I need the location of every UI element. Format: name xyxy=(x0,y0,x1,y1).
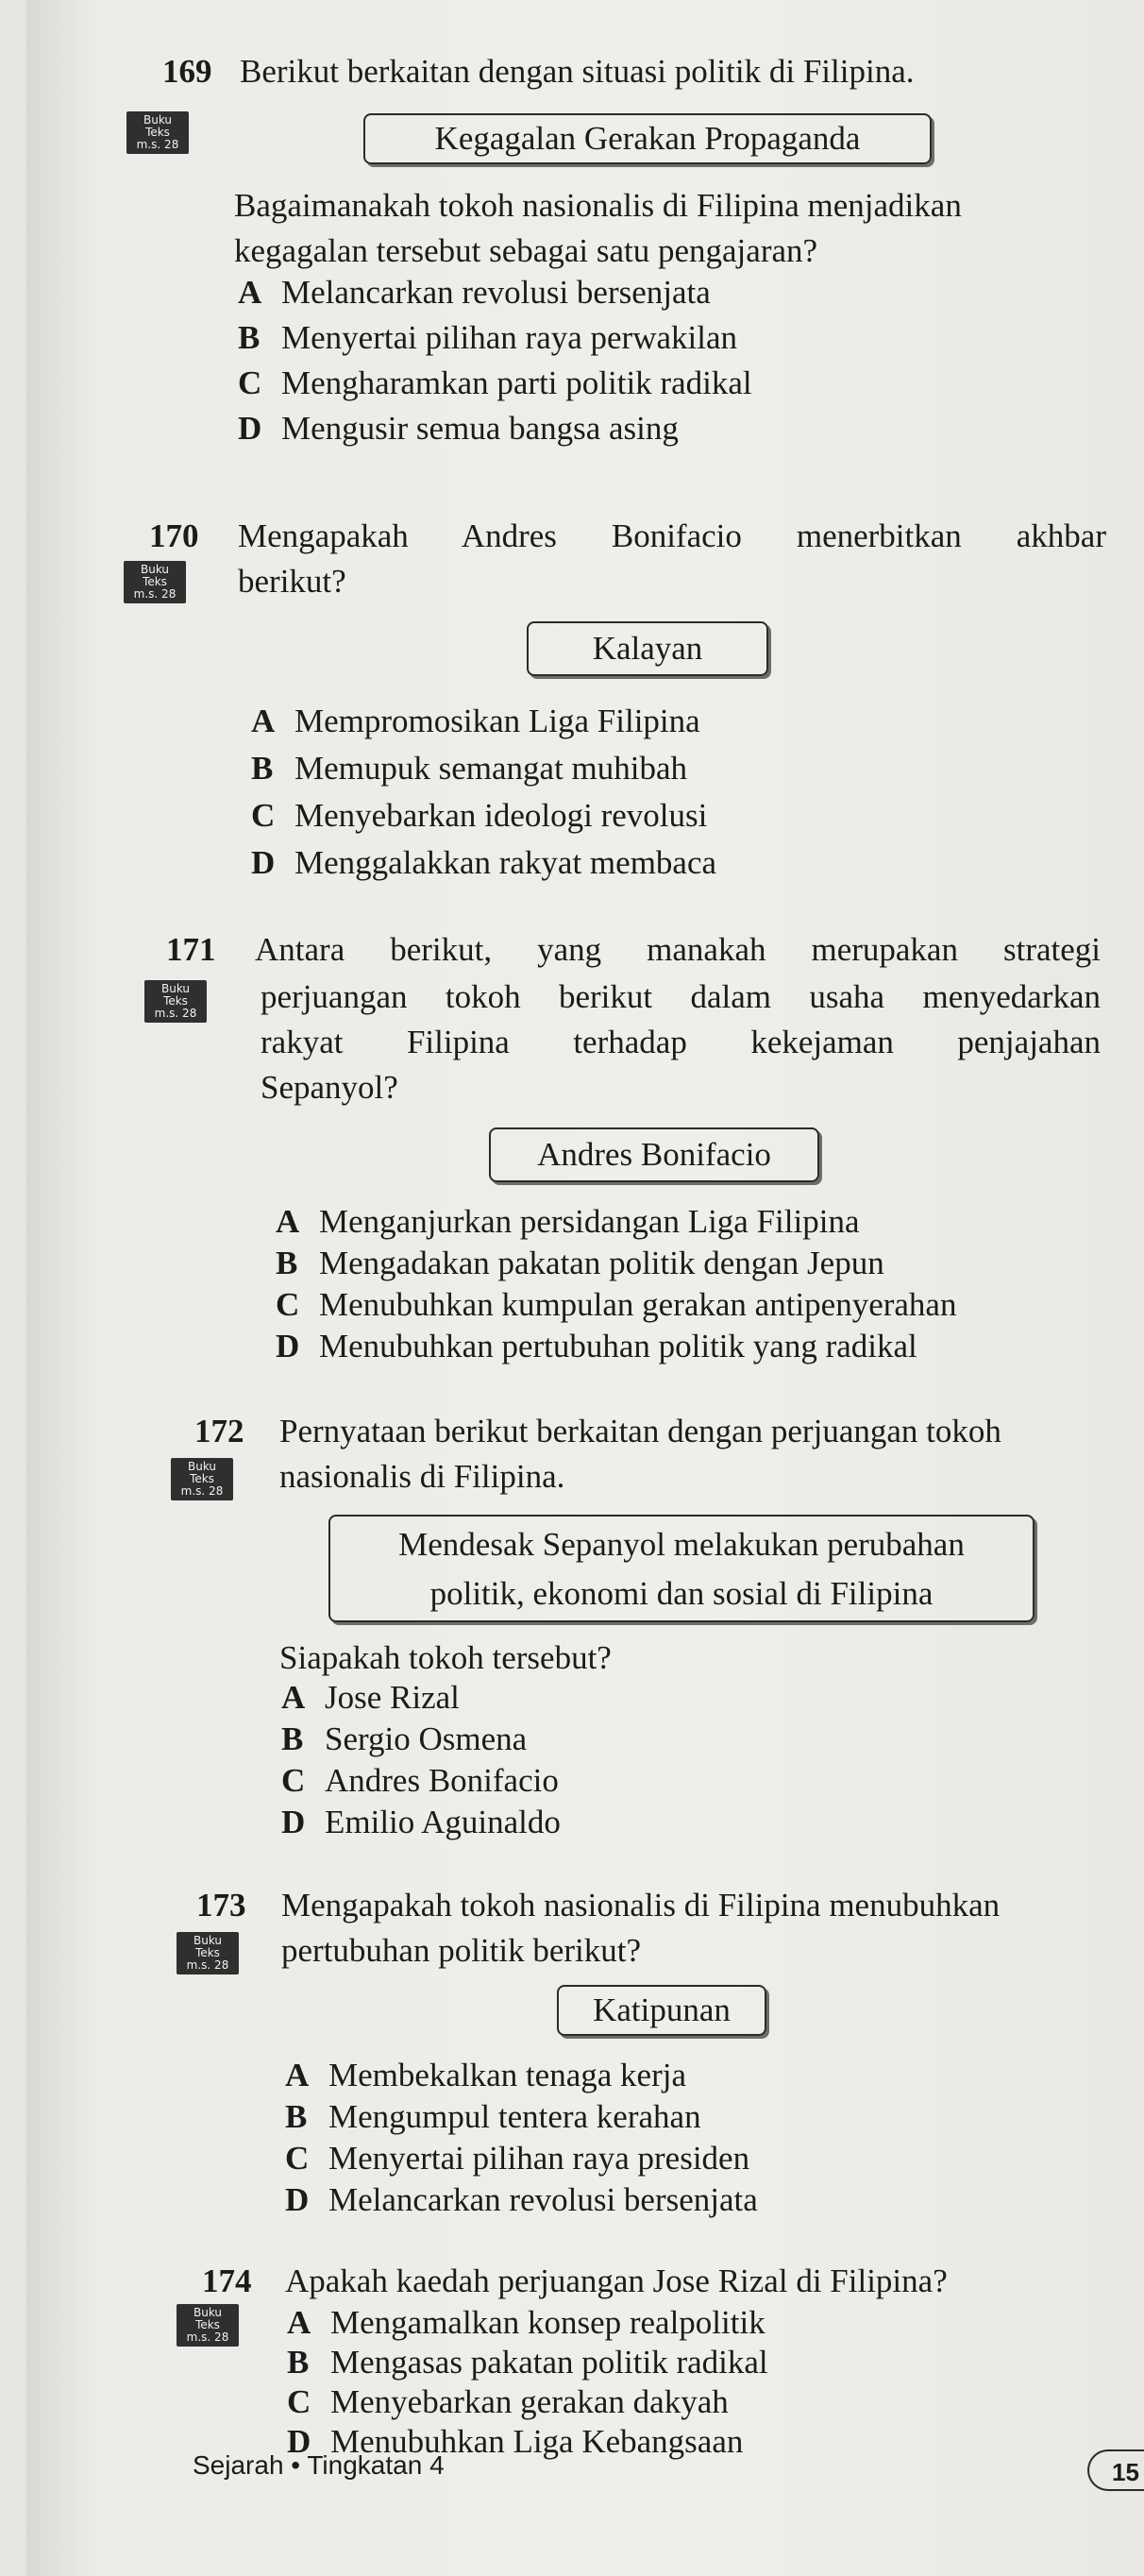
option-a[interactable]: A Melancarkan revolusi bersenjata xyxy=(238,274,711,311)
option-b[interactable]: B Sergio Osmena xyxy=(281,1720,528,1757)
question-number: 173 xyxy=(196,1887,246,1924)
question-prompt: Bagaimanakah tokoh nasionalis di Filipina menjadikan xyxy=(234,187,962,224)
question-stem: Berikut berkaitan dengan situasi politik di Filipina. xyxy=(240,53,915,90)
option-b[interactable]: B Mengumpul tentera kerahan xyxy=(285,2098,701,2135)
question-number: 171 xyxy=(166,931,216,968)
question-number: 172 xyxy=(194,1413,244,1449)
textbook-reference-badge: Buku Teks m.s. 28 xyxy=(144,980,207,1023)
textbook-reference-badge: Buku Teks m.s. 28 xyxy=(177,2304,239,2347)
question-number: 169 xyxy=(162,53,212,90)
textbook-reference-badge: Buku Teks m.s. 28 xyxy=(126,111,189,154)
option-c[interactable]: C Menyebarkan ideologi revolusi xyxy=(251,797,708,834)
stimulus-box: Kegagalan Gerakan Propaganda xyxy=(363,113,932,164)
question-stem: Antara berikut, yang manakah merupakan strategi xyxy=(255,931,1101,968)
option-d[interactable]: D Menubuhkan pertubuhan politik yang radikal xyxy=(276,1328,917,1364)
option-d[interactable]: D Menggalakkan rakyat membaca xyxy=(251,844,717,881)
question-prompt: kegagalan tersebut sebagai satu pengajaran? xyxy=(234,232,818,269)
question-stem: Sepanyol? xyxy=(261,1069,398,1106)
option-d[interactable]: D Mengusir semua bangsa asing xyxy=(238,410,679,447)
stimulus-box xyxy=(328,1515,1035,1622)
option-a[interactable]: A Mengamalkan konsep realpolitik xyxy=(287,2304,765,2341)
question-stem: Apakah kaedah perjuangan Jose Rizal di Filipina? xyxy=(285,2262,948,2299)
textbook-reference-badge: Buku Teks m.s. 28 xyxy=(177,1932,239,1974)
option-d[interactable]: D Emilio Aguinaldo xyxy=(281,1804,561,1840)
footer-subject: Sejarah • Tingkatan 4 xyxy=(193,2450,445,2480)
question-prompt: Siapakah tokoh tersebut? xyxy=(279,1639,612,1676)
question-stem: Mengapakah tokoh nasionalis di Filipina menubuhkan xyxy=(281,1887,1001,1924)
question-stem: nasionalis di Filipina. xyxy=(279,1458,565,1495)
option-d[interactable]: D Menubuhkan Liga Kebangsaan xyxy=(287,2423,744,2460)
question-stem: perjuangan tokoh berikut dalam usaha menyedarkan xyxy=(261,978,1101,1015)
option-a[interactable]: A Membekalkan tenaga kerja xyxy=(285,2057,686,2093)
stimulus-line: politik, ekonomi dan sosial di Filipina xyxy=(429,1575,934,1612)
question-number: 174 xyxy=(202,2262,252,2299)
option-a[interactable]: A Menganjurkan persidangan Liga Filipina xyxy=(276,1203,860,1240)
option-b[interactable]: B Mengasas pakatan politik radikal xyxy=(287,2344,768,2381)
question-stem: Mengapakah Andres Bonifacio menerbitkan akhbar xyxy=(238,517,1106,554)
textbook-reference-badge: Buku Teks m.s. 28 xyxy=(124,561,186,603)
option-b[interactable]: B Menyertai pilihan raya perwakilan xyxy=(238,319,737,356)
option-c[interactable]: C Mengharamkan parti politik radikal xyxy=(238,364,752,401)
question-stem: Pernyataan berikut berkaitan dengan perjuangan tokoh xyxy=(279,1413,1001,1449)
page-number: 15 xyxy=(1087,2449,1144,2491)
question-number: 170 xyxy=(149,517,199,554)
option-a[interactable]: A Mempromosikan Liga Filipina xyxy=(251,703,700,739)
option-c[interactable]: C Menubuhkan kumpulan gerakan antipenyerahan xyxy=(276,1286,957,1323)
stimulus-box: Katipunan xyxy=(557,1985,766,2036)
question-stem: rakyat Filipina terhadap kekejaman penjajahan xyxy=(261,1024,1101,1060)
textbook-reference-badge: Buku Teks m.s. 28 xyxy=(171,1458,233,1500)
option-b[interactable]: B Mengadakan pakatan politik dengan Jepun xyxy=(276,1245,884,1281)
question-stem: pertubuhan politik berikut? xyxy=(281,1932,642,1969)
stimulus-box: Kalayan xyxy=(527,621,768,676)
question-stem: berikut? xyxy=(238,563,346,600)
option-a[interactable]: A Jose Rizal xyxy=(281,1679,460,1716)
option-b[interactable]: B Memupuk semangat muhibah xyxy=(251,750,688,787)
stimulus-box: Andres Bonifacio xyxy=(489,1127,819,1182)
option-c[interactable]: C Menyebarkan gerakan dakyah xyxy=(287,2383,729,2420)
option-d[interactable]: D Melancarkan revolusi bersenjata xyxy=(285,2181,758,2218)
option-c[interactable]: C Andres Bonifacio xyxy=(281,1762,559,1799)
stimulus-line: Mendesak Sepanyol melakukan perubahan xyxy=(398,1526,965,1563)
option-c[interactable]: C Menyertai pilihan raya presiden xyxy=(285,2140,750,2177)
